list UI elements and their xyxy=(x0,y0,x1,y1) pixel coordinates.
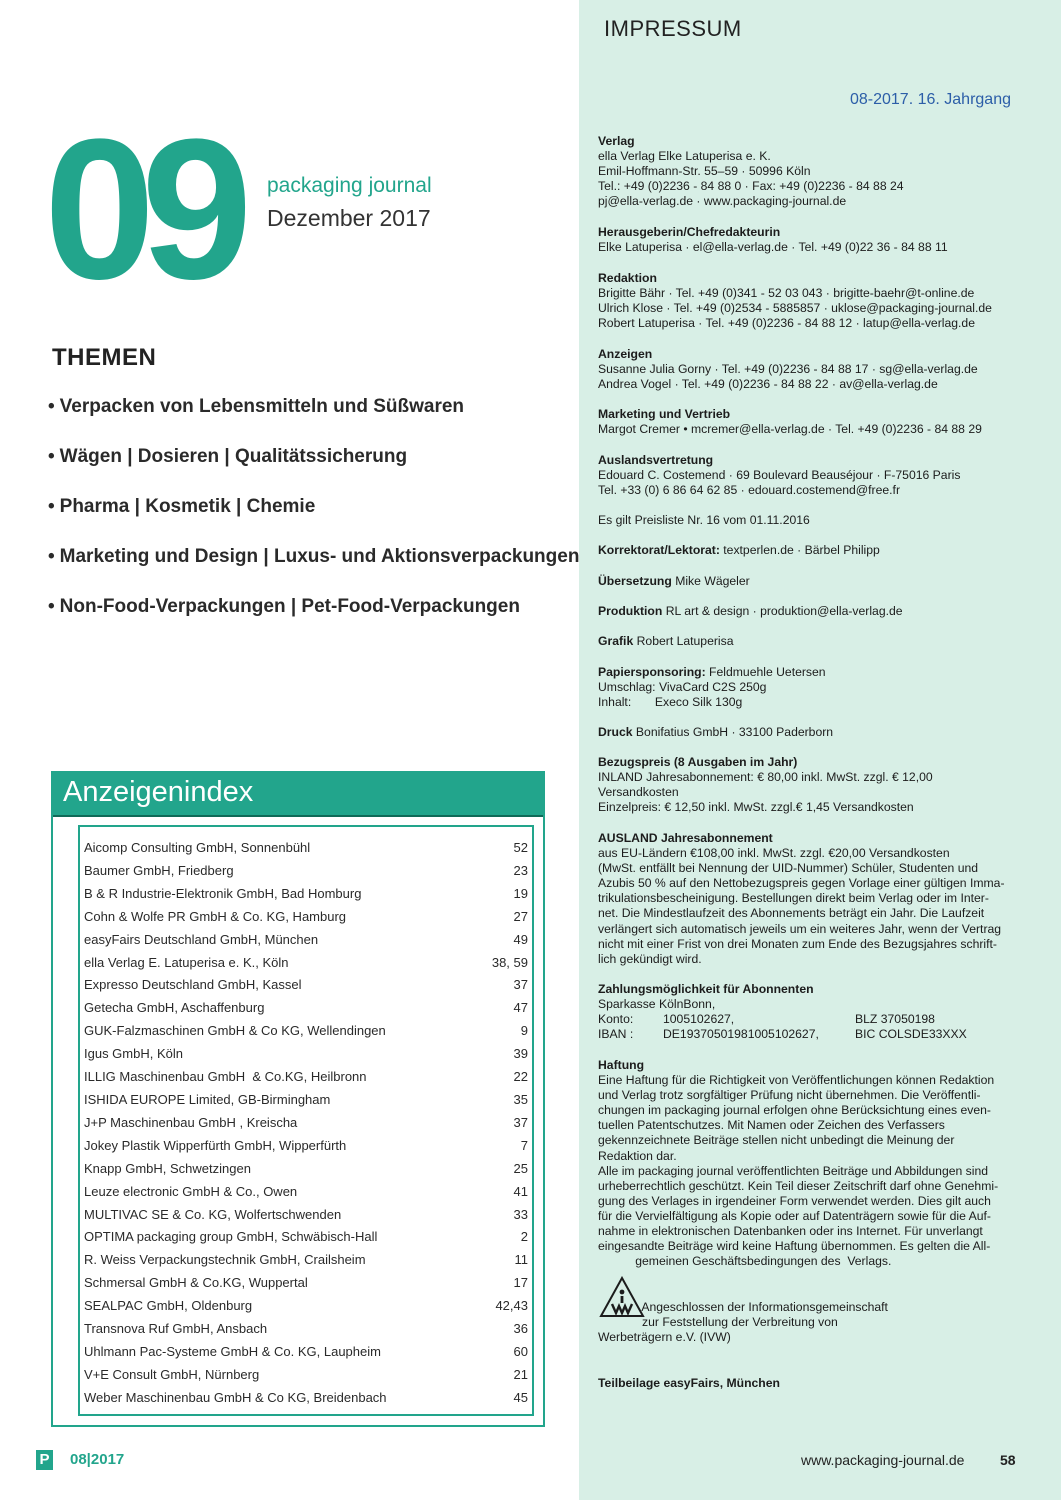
produktion-section: Produktion RL art & design · produktion@ella-verlag.de xyxy=(598,604,903,618)
advertiser-page: 9 xyxy=(520,1023,528,1039)
themen-item: • Wägen | Dosieren | Qualitätssicherung xyxy=(48,446,408,467)
advertiser-name: Transnova Ruf GmbH, Ansbach xyxy=(84,1321,268,1337)
advertiser-name: Igus GmbH, Köln xyxy=(84,1046,183,1062)
themen-item: • Marketing und Design | Luxus- und Aktionsverpackungen xyxy=(48,546,580,567)
advertiser-name: Uhlmann Pac-Systeme GmbH & Co. KG, Laupheim xyxy=(84,1343,381,1359)
uebersetzung-section: Übersetzung Mike Wägeler xyxy=(598,574,750,588)
anzeigenindex-row xyxy=(84,860,528,883)
advertiser-page: 45 xyxy=(513,1389,528,1405)
haftung-section: Haftung Eine Haftung für die Richtigkeit von Veröffentlichungen können Redaktion und Verlag trotz sorgfältiger Prüfung nicht übernehmen. Die Veröffentli- chungen im packaging journal erfolgen ohne Berücksichtung eines even- tuellen Patentschutzes. Mit Namen oder Zeichen des Verfassers gekennzeichnete Beiträge stellen nicht unbedingt die Meinung der Redaktion dar. Alle im packaging journal veröffentlichten Beiträge und Abbildungen sind urheberrechtlich geschützt. Kein Teil dieser Zeitschrift darf ohne Genehmi- gung des Verlages in irgendeiner Form verwendet werden. Dies gilt auch für die Vervielfältigung als Kopie oder auf Datenträgern sowie für die Auf- nahme in elektronischen Datenbanken oder ins Internet. Für unverlangt eingesandte Beiträge wird keine Haftung übernommen. Es gelten die All- gemeinen Geschäftsbedingungen des Verlags. xyxy=(598,1058,999,1269)
themen-title: THEMEN xyxy=(52,344,157,371)
issue-number: 09 xyxy=(44,98,239,321)
anzeigenindex-row xyxy=(84,1272,528,1295)
themen-item: • Pharma | Kosmetik | Chemie xyxy=(48,496,316,517)
advertiser-name: easyFairs Deutschland GmbH, München xyxy=(84,931,319,947)
anzeigenindex-row xyxy=(84,1226,528,1249)
advertiser-name: Schmersal GmbH & Co.KG, Wuppertal xyxy=(84,1275,308,1291)
anzeigenindex-row xyxy=(84,906,528,929)
advertiser-page: 39 xyxy=(513,1046,528,1062)
brand-name: packaging journal xyxy=(267,174,432,197)
anzeigenindex-row xyxy=(84,1341,528,1364)
advertiser-name: Baumer GmbH, Friedberg xyxy=(84,862,234,878)
anzeigenindex-title: Anzeigenindex xyxy=(63,776,254,808)
anzeigenindex-row xyxy=(84,1043,528,1066)
advertiser-page: 23 xyxy=(513,862,528,878)
advertiser-name: R. Weiss Verpackungstechnik GmbH, Crailsheim xyxy=(84,1252,366,1268)
advertiser-page: 52 xyxy=(513,840,528,855)
advertiser-name: V+E Consult GmbH, Nürnberg xyxy=(84,1366,260,1382)
advertiser-name: SEALPAC GmbH, Oldenburg xyxy=(84,1298,253,1314)
advertiser-page: 47 xyxy=(513,1000,528,1016)
bezugspreis-section: Bezugspreis (8 Ausgaben im Jahr) INLAND Jahresabonnement: € 80,00 inkl. MwSt. zzgl. € 12,00 Versandkosten Einzelpreis: € 12,50 inkl. MwSt. zzgl.€ 1,45 Versandkosten xyxy=(598,755,933,815)
page-number: 58 xyxy=(1000,1452,1016,1468)
advertiser-name: GUK-Falzmaschinen GmbH & Co KG, Wellendingen xyxy=(84,1023,386,1039)
advertiser-page: 49 xyxy=(513,931,528,947)
footer-issue: 08|2017 xyxy=(70,1451,125,1468)
themen-item: • Non-Food-Verpackungen | Pet-Food-Verpackungen xyxy=(48,596,520,617)
anzeigenindex-row xyxy=(84,952,528,975)
anzeigenindex-row xyxy=(84,1066,528,1089)
zahlung-section: Zahlungsmöglichkeit für Abonnenten Sparkasse KölnBonn, xyxy=(598,982,814,1012)
anzeigenindex-row xyxy=(84,1020,528,1043)
advertiser-name: Getecha GmbH, Aschaffenburg xyxy=(84,1000,265,1016)
advertiser-page: 2 xyxy=(520,1229,528,1245)
advertiser-page: 17 xyxy=(513,1275,528,1291)
ausland-abo-section: AUSLAND Jahresabonnement aus EU-Ländern €108,00 inkl. MwSt. zzgl. €20,00 Versandkosten (MwSt. entfällt bei Nennung der UID-Nummer) Schüler, Studenten und Azubis 50 % auf den Nettobezugspreis gegen Vorlage einer gültigen Imma- trikulationsbescheinigung. Bestellungen direkt beim Verlag oder im Inter- net. Die Mindestlaufzeit des Abonnements beträgt ein Jahr. Die Laufzeit verlängert sich automatisch jeweils um ein weiteres Jahr, wenn der Vertrag nicht mit einer Frist von drei Monaten zum Ende des Bezugsjahres schrift- lich gekündigt wird. xyxy=(598,831,1005,966)
anzeigenindex-row xyxy=(84,1318,528,1341)
anzeigenindex-header xyxy=(53,773,543,817)
anzeigenindex-row xyxy=(84,1364,528,1387)
advertiser-name: OPTIMA packaging group GmbH, Schwäbisch-Hall xyxy=(84,1229,378,1245)
anzeigenindex-row xyxy=(84,1387,528,1410)
redaktion-section: Redaktion Brigitte Bähr · Tel. +49 (0)341 - 52 03 043 · brigitte-baehr@t-online.de Ulrich Klose · Tel. +49 (0)2534 - 5885857 · uklose@packaging-journal.de Robert Latuperisa · Tel. +49 (0)2236 - 84 88 12 · latup@ella-verlag.de xyxy=(598,271,992,331)
marketing-section: Marketing und Vertrieb Margot Cremer • mcremer@ella-verlag.de · Tel. +49 (0)2236 - 84 88 29 xyxy=(598,407,982,437)
advertiser-page: 7 xyxy=(520,1137,528,1153)
advertiser-page: 33 xyxy=(513,1206,528,1222)
advertiser-name: Leuze electronic GmbH & Co., Owen xyxy=(84,1183,298,1199)
anzeigenindex-box xyxy=(51,771,545,1427)
verlag-section: Verlag ella Verlag Elke Latuperisa e. K. Emil-Hoffmann-Str. 55–59 · 50996 Köln Tel.: +49 (0)2236 - 84 88 0 · Fax: +49 (0)2236 - 84 88 24 pj@ella-verlag.de · www.packaging-journal.de xyxy=(598,134,904,209)
advertiser-name: Expresso Deutschland GmbH, Kassel xyxy=(84,977,302,993)
herausgeberin-section: Herausgeberin/Chefredakteurin Elke Latuperisa · el@ella-verlag.de · Tel. +49 (0)22 36 - 84 88 11 xyxy=(598,225,948,255)
korrektorat-section: Korrektorat/Lektorat: textperlen.de · Bärbel Philipp xyxy=(598,543,880,557)
footer-website: www.packaging-journal.de xyxy=(801,1452,965,1468)
advertiser-name: ella Verlag E. Latuperisa e. K., Köln xyxy=(84,954,289,970)
advertiser-page: 41 xyxy=(513,1183,528,1199)
bank-details: Konto: 1005102627, BLZ 37050198 IBAN : DE19370501981005102627, BIC COLSDE33XXX xyxy=(598,1012,967,1042)
grafik-section: Grafik Robert Latuperisa xyxy=(598,634,734,648)
auslandsvertretung-section: Auslandsvertretung Edouard C. Costemend · 69 Boulevard Beauséjour · F-75016 Paris Tel. +33 (0) 6 86 64 62 85 · edouard.costemend@free.fr xyxy=(598,453,961,498)
advertiser-page: 19 xyxy=(513,885,528,901)
advertiser-name: Weber Maschinenbau GmbH & Co KG, Breidenbach xyxy=(84,1389,387,1405)
anzeigenindex-row xyxy=(84,1295,528,1318)
impressum-title: IMPRESSUM xyxy=(604,16,742,41)
anzeigenindex-table xyxy=(84,837,528,1410)
anzeigenindex-row xyxy=(84,1181,528,1204)
anzeigenindex-row xyxy=(84,837,528,860)
anzeigenindex-row xyxy=(84,1089,528,1112)
jahrgang: 08-2017. 16. Jahrgang xyxy=(849,91,1011,108)
advertiser-page: 42,43 xyxy=(495,1298,528,1314)
anzeigenindex-row xyxy=(84,1249,528,1272)
advertiser-page: 37 xyxy=(513,1114,528,1130)
anzeigenindex-row xyxy=(84,997,528,1020)
advertiser-page: 22 xyxy=(513,1069,528,1085)
advertiser-page: 11 xyxy=(514,1252,528,1268)
advertiser-name: Knapp GmbH, Schwetzingen xyxy=(84,1160,251,1176)
advertiser-name: ISHIDA EUROPE Limited, GB-Birmingham xyxy=(84,1091,331,1107)
advertiser-page: 25 xyxy=(513,1160,528,1176)
advertiser-page: 37 xyxy=(513,977,528,993)
papiersponsoring-section: Papiersponsoring: Feldmuehle Uetersen Umschlag: VivaCard C2S 250g Inhalt: Execo Silk 130g xyxy=(598,665,826,710)
advertiser-name: B & R Industrie-Elektronik GmbH, Bad Homburg xyxy=(84,885,362,901)
anzeigen-section: Anzeigen Susanne Julia Gorny · Tel. +49 (0)2236 - 84 88 17 · sg@ella-verlag.de Andrea Vogel · Tel. +49 (0)2236 - 84 88 22 · av@ella-verlag.de xyxy=(598,347,978,392)
druck-section: Druck Bonifatius GmbH · 33100 Paderborn xyxy=(598,725,834,739)
advertiser-name: Aicomp Consulting GmbH, Sonnenbühl xyxy=(84,840,311,855)
themen-list xyxy=(48,392,579,642)
anzeigenindex-row xyxy=(84,883,528,906)
advertiser-name: ILLIG Maschinenbau GmbH & Co.KG, Heilbronn xyxy=(84,1069,367,1085)
advertiser-page: 38, 59 xyxy=(491,954,528,970)
anzeigenindex-list xyxy=(78,825,534,1416)
advertiser-name: MULTIVAC SE & Co. KG, Wolfertschwenden xyxy=(84,1206,342,1222)
ivw-text: Angeschlossen der Informationsgemeinschaft zur Feststellung der Verbreitung von Werbeträgern e.V. (IVW) xyxy=(598,1300,888,1345)
advertiser-name: J+P Maschinenbau GmbH , Kreischa xyxy=(84,1114,298,1130)
anzeigenindex-row xyxy=(84,1135,528,1158)
anzeigenindex-row xyxy=(84,1158,528,1181)
teilbeilage: Teilbeilage easyFairs, München xyxy=(598,1376,780,1390)
packaging-journal-logo: P xyxy=(36,1450,53,1470)
advertiser-page: 36 xyxy=(513,1321,528,1337)
advertiser-page: 35 xyxy=(513,1091,528,1107)
advertiser-page: 27 xyxy=(513,908,528,924)
issue-date: Dezember 2017 xyxy=(267,205,431,231)
themen-item: • Verpacken von Lebensmitteln und Süßwaren xyxy=(48,396,465,417)
anzeigenindex-row xyxy=(84,1112,528,1135)
advertiser-page: 21 xyxy=(513,1366,528,1382)
anzeigenindex-row xyxy=(84,974,528,997)
advertiser-name: Cohn & Wolfe PR GmbH & Co. KG, Hamburg xyxy=(84,908,347,924)
anzeigenindex-row xyxy=(84,929,528,952)
advertiser-name: Jokey Plastik Wipperfürth GmbH, Wipperfürth xyxy=(84,1137,347,1153)
advertiser-page: 60 xyxy=(513,1343,528,1359)
preisliste: Es gilt Preisliste Nr. 16 vom 01.11.2016 xyxy=(598,513,810,527)
anzeigenindex-row xyxy=(84,1204,528,1227)
